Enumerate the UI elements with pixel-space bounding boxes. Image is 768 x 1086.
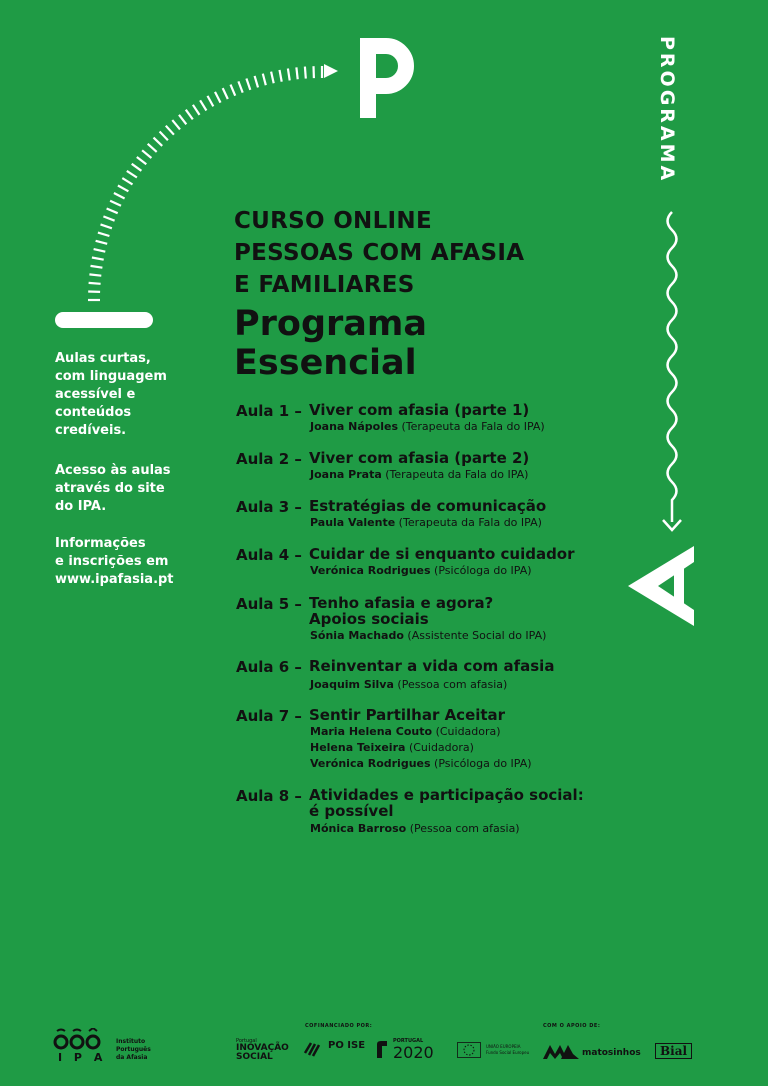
lesson-title-line: Atividades e participação social:	[309, 786, 584, 804]
sidebar-line: e inscrições em	[55, 554, 169, 569]
wavy-line-decoration	[668, 212, 677, 522]
arc-tick-mark	[154, 138, 163, 146]
arc-tick-mark	[172, 120, 180, 129]
arc-tick-mark	[107, 209, 118, 214]
horizontal-bar-decoration	[55, 312, 153, 328]
arc-tick-mark	[92, 258, 104, 260]
arc-tick-mark	[305, 67, 306, 79]
program-title-line-2: Essencial	[234, 343, 417, 383]
sidebar-info-block-1	[55, 350, 225, 440]
speaker-name: Joaquim Silva	[310, 678, 394, 691]
speaker-name: Maria Helena Couto	[310, 725, 433, 738]
arc-tick-mark	[98, 233, 110, 236]
letter-p-graphic	[360, 38, 406, 118]
arc-tick-mark	[288, 69, 290, 81]
arc-tick-mark	[263, 74, 266, 86]
speaker-role: (Pessoa com afasia)	[397, 678, 508, 691]
eu-flag-icon	[457, 1042, 481, 1058]
arc-tick-mark	[89, 283, 101, 284]
sidebar-line: Aulas curtas,	[55, 351, 151, 366]
lesson-title	[309, 787, 584, 819]
arc-tick-mark	[91, 266, 103, 268]
sidebar-line: conteúdos	[55, 405, 132, 420]
eu-label	[486, 1044, 529, 1056]
arc-tick-mark	[148, 144, 157, 152]
speaker-role: (Cuidadora)	[408, 741, 474, 754]
portugal-2020-number: 2020	[393, 1043, 434, 1062]
arc-tick-mark	[271, 72, 274, 84]
arc-tick-mark	[103, 216, 114, 220]
arc-tick-mark	[142, 150, 151, 158]
arc-tick-mark	[127, 171, 137, 178]
speaker-role: (Terapeuta da Fala do IPA)	[401, 420, 545, 433]
sidebar-info-block-2	[55, 462, 225, 516]
lesson-number: Aula 4 –	[236, 546, 302, 564]
lesson-title: Viver com afasia (parte 1)	[309, 401, 530, 419]
inovacao-line: INOVAÇÃO	[236, 1043, 289, 1053]
sidebar-line: Informações	[55, 536, 146, 551]
vertical-program-label: PROGRAMA	[656, 36, 678, 184]
course-title-line-1: CURSO ONLINE	[234, 208, 432, 234]
arc-tick-mark	[160, 132, 168, 141]
arc-tick-mark	[132, 164, 142, 171]
lesson-speaker	[310, 516, 542, 529]
speaker-name: Mónica Barroso	[310, 822, 407, 835]
lesson-speaker	[310, 629, 546, 642]
sidebar-line: com linguagem	[55, 369, 167, 384]
arc-tick-mark	[200, 100, 206, 110]
arc-tick-mark	[166, 126, 174, 135]
ipa-name-line: da Afasia	[116, 1054, 148, 1061]
lesson-speaker	[310, 420, 545, 433]
lesson-title: Cuidar de si enquanto cuidador	[309, 545, 575, 563]
arc-tick-mark	[137, 157, 147, 164]
lesson-title	[309, 595, 493, 627]
speaker-role: (Cuidadora)	[435, 725, 501, 738]
arc-tick-mark	[186, 110, 193, 120]
arc-tick-mark	[223, 88, 228, 99]
speaker-name: Joana Prata	[310, 468, 382, 481]
lesson-number: Aula 8 –	[236, 787, 302, 805]
sidebar-line: acessível e	[55, 387, 136, 402]
arc-tick-mark	[179, 115, 186, 125]
sidebar-info-block-3	[55, 535, 225, 589]
lesson-number: Aula 5 –	[236, 595, 302, 613]
arc-tick-mark	[193, 105, 200, 115]
website-link[interactable]: www.ipafasia.pt	[55, 572, 174, 587]
sidebar-line: do IPA.	[55, 499, 107, 514]
arc-tick-mark	[114, 193, 125, 199]
speaker-name: Sónia Machado	[310, 629, 404, 642]
course-title-line-2: PESSOAS COM AFASIA	[234, 240, 525, 266]
lesson-number: Aula 2 –	[236, 450, 302, 468]
lesson-speaker	[310, 564, 532, 577]
arc-tick-mark	[96, 241, 108, 244]
inovacao-social-logo	[236, 1044, 289, 1062]
matosinhos-text: matosinhos	[582, 1048, 641, 1058]
ipa-letters: I P A	[58, 1051, 107, 1064]
lesson-speaker	[310, 757, 532, 770]
inovacao-small-label: Portugal	[236, 1038, 257, 1044]
sidebar-line: através do site	[55, 481, 165, 496]
lesson-speaker	[310, 468, 528, 481]
cofinanced-by-label: COFINANCIADO POR:	[305, 1023, 373, 1029]
matosinhos-logo-icon	[543, 1045, 579, 1059]
arc-tick-mark	[208, 96, 214, 107]
arc-tick-mark	[122, 178, 132, 184]
poise-logo-text: PO ISE	[328, 1040, 366, 1051]
arc-tick-mark	[255, 76, 258, 88]
lesson-speaker	[310, 741, 474, 754]
ipa-logo-icon	[53, 1028, 101, 1050]
letter-a-graphic	[628, 546, 694, 626]
lesson-speaker	[310, 822, 520, 835]
lesson-speaker	[310, 725, 501, 738]
arc-tick-mark	[94, 249, 106, 252]
portugal-2020-small: PORTUGAL	[393, 1038, 424, 1044]
speaker-role: (Pessoa com afasia)	[409, 822, 520, 835]
lesson-title: Estratégias de comunicação	[309, 497, 547, 515]
speaker-role: (Psicóloga do IPA)	[434, 757, 532, 770]
portugal-2020-icon	[374, 1040, 390, 1060]
lesson-number: Aula 1 –	[236, 402, 302, 420]
eu-line: UNIÃO EUROPEIA	[486, 1044, 521, 1049]
poise-hand-icon	[303, 1041, 325, 1057]
arc-tick-mark	[118, 186, 128, 192]
inovacao-line: SOCIAL	[236, 1052, 273, 1062]
lesson-title-line: Tenho afasia e agora?	[309, 594, 494, 612]
lesson-number: Aula 7 –	[236, 707, 302, 725]
ipa-full-name	[116, 1038, 151, 1062]
arc-tick-mark	[238, 81, 242, 92]
lesson-number: Aula 6 –	[236, 658, 302, 676]
speaker-name: Verónica Rodrigues	[310, 564, 431, 577]
speaker-name: Joana Nápoles	[310, 420, 398, 433]
lesson-title-line: Apoios sociais	[309, 610, 429, 628]
lesson-number: Aula 3 –	[236, 498, 302, 516]
lesson-title: Reinventar a vida com afasia	[309, 657, 555, 675]
lesson-speaker	[310, 678, 507, 691]
bial-logo: Bial	[655, 1043, 692, 1059]
sidebar-line: credíveis.	[55, 423, 127, 438]
arc-tick-mark	[296, 67, 297, 79]
arc-tick-mark	[110, 201, 121, 206]
course-title-line-3: E FAMILIARES	[234, 272, 415, 298]
sidebar-line: Acesso às aulas	[55, 463, 171, 478]
supported-by-label: COM O APOIO DE:	[543, 1023, 601, 1029]
ipa-name-line: Português	[116, 1046, 151, 1053]
arc-arrow-head-icon	[324, 64, 338, 78]
arc-tick-mark	[101, 224, 112, 228]
eu-line: Fundo Social Europeu	[486, 1050, 530, 1055]
arc-tick-mark	[280, 70, 282, 82]
arc-tick-mark	[89, 274, 101, 275]
program-title-line-1: Programa	[234, 304, 427, 344]
lesson-title: Sentir Partilhar Aceitar	[309, 706, 506, 724]
arc-tick-mark	[246, 79, 250, 90]
speaker-role: (Assistente Social do IPA)	[407, 629, 547, 642]
lesson-title: Viver com afasia (parte 2)	[309, 449, 530, 467]
lesson-title-line: é possível	[309, 802, 394, 820]
arc-tick-mark	[215, 92, 221, 103]
arc-tick-mark	[231, 85, 236, 96]
speaker-role: (Terapeuta da Fala do IPA)	[385, 468, 529, 481]
speaker-role: (Terapeuta da Fala do IPA)	[398, 516, 542, 529]
speaker-name: Helena Teixeira	[310, 741, 406, 754]
speaker-name: Verónica Rodrigues	[310, 757, 431, 770]
speaker-name: Paula Valente	[310, 516, 396, 529]
speaker-role: (Psicóloga do IPA)	[434, 564, 532, 577]
ipa-name-line: Instituto	[116, 1038, 146, 1045]
